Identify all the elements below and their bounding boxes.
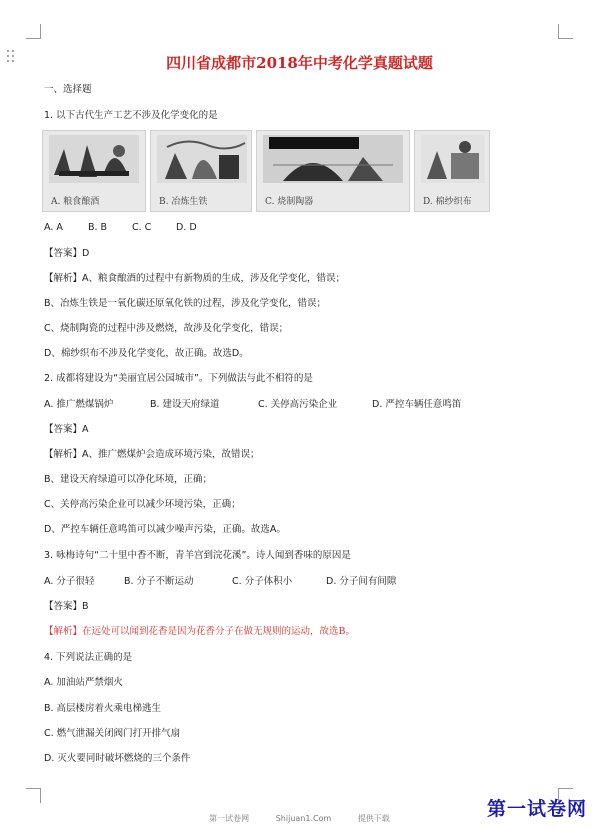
q1-option-d: D. D <box>176 222 197 233</box>
image-caption: C. 烧制陶器 <box>265 197 314 207</box>
q1-option-a: A. A <box>44 222 63 233</box>
image-weaving <box>414 130 490 212</box>
image-pottery <box>256 130 410 212</box>
question-1-images <box>42 130 488 210</box>
q2-analysis-line: B、建设天府绿道可以净化环境，正确； <box>44 474 213 485</box>
footer-center[interactable]: Shijuan1.Com <box>275 814 332 823</box>
pottery-kiln-illustration-icon <box>263 135 403 183</box>
question-3-stem: 3. 咏梅诗句“二十里中香不断，青羊宫到浣花溪”。诗人闻到香味的原因是 <box>44 550 351 561</box>
q3-analysis: 【解析】在远处可以闻到花香是因为花香分子在做无规则的运动，故选B。 <box>44 626 355 637</box>
q3-option-b: B. 分子不断运动 <box>124 576 194 587</box>
crop-mark-bottom-left <box>26 788 41 803</box>
q4-option-a: A. 加油站严禁烟火 <box>44 677 123 688</box>
smelting-illustration-icon <box>157 135 247 183</box>
q2-option-d: D. 严控车辆任意鸣笛 <box>372 399 462 410</box>
q3-option-c: C. 分子体积小 <box>232 576 293 587</box>
q1-option-c: C. C <box>132 222 152 233</box>
q2-option-b: B. 建设天府绿道 <box>150 399 220 410</box>
footer-right: 提供下载 <box>357 814 390 823</box>
q1-analysis-line: 【解析】A、粮食酿酒的过程中有新物质的生成，涉及化学变化，错误； <box>44 273 345 284</box>
q3-answer: 【答案】B <box>44 601 89 612</box>
crop-mark-top-right <box>558 24 573 39</box>
brewing-illustration-icon <box>49 135 139 183</box>
q1-answer: 【答案】D <box>44 248 90 259</box>
image-caption: D. 棉纱织布 <box>423 197 472 207</box>
q2-option-c: C. 关停高污染企业 <box>258 399 338 410</box>
q1-analysis-line: B、冶炼生铁是一氧化碳还原氧化铁的过程，涉及化学变化，错误； <box>44 298 327 309</box>
q3-option-d: D. 分子间有间隙 <box>326 576 397 587</box>
q1-analysis-line: D、棉纱织布不涉及化学变化，故正确。故选D。 <box>44 348 249 359</box>
image-brewing <box>42 130 146 212</box>
q2-option-a: A. 推广燃煤锅炉 <box>44 399 114 410</box>
q2-answer: 【答案】A <box>44 424 89 435</box>
image-smelting <box>150 130 252 212</box>
q4-option-d: D. 灭火要同时破坏燃烧的三个条件 <box>44 753 191 764</box>
q3-option-a: A. 分子很轻 <box>44 576 95 587</box>
q2-analysis-line: C、关停高污染企业可以减少环境污染，正确； <box>44 499 241 510</box>
q2-analysis-line: 【解析】A、推广燃煤炉会造成环境污染，故错误； <box>44 449 260 460</box>
brand-logo[interactable]: 第一试卷网 <box>486 798 587 820</box>
question-4-stem: 4. 下列说法正确的是 <box>44 652 133 663</box>
q2-analysis-line: D、严控车辆任意鸣笛可以减少噪声污染，正确。故选A。 <box>44 524 286 535</box>
crop-mark-top-left <box>26 24 41 39</box>
question-2-stem: 2. 成都将建设为“美丽宜居公园城市”。下列做法与此不相符的是 <box>44 373 313 384</box>
q4-option-b: B. 高层楼房着火乘电梯逃生 <box>44 703 162 714</box>
q4-option-c: C. 燃气泄漏关闭阀门打开排气扇 <box>44 728 181 739</box>
section-heading: 一、选择题 <box>44 84 92 95</box>
image-caption: A. 粮食酿酒 <box>51 197 100 207</box>
q1-analysis-line: C、烧制陶瓷的过程中涉及燃烧，故涉及化学变化，错误； <box>44 323 289 334</box>
image-caption: B. 冶炼生铁 <box>159 197 208 207</box>
page-title: 四川省成都市2018年中考化学真题试题 <box>166 54 433 72</box>
question-1-stem: 1. 以下古代生产工艺不涉及化学变化的是 <box>44 110 218 121</box>
footer-left: 第一试卷网 <box>209 814 250 823</box>
weaving-illustration-icon <box>421 135 485 183</box>
q1-option-b: B. B <box>88 222 108 233</box>
